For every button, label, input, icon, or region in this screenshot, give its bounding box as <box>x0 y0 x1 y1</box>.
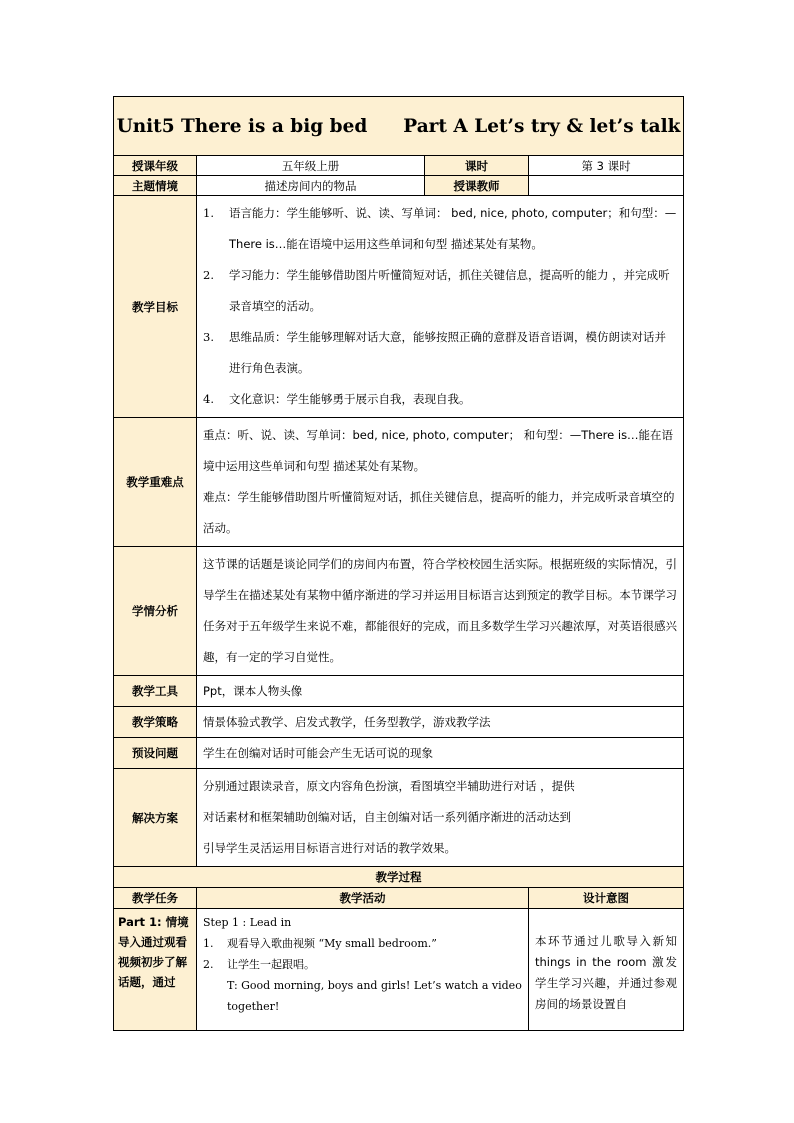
solution-line: 对话素材和框架辅助创编对话，自主创编对话一系列循序渐进的活动达到 <box>203 810 571 824</box>
objective-item: 3. 思维品质：学生能够理解对话大意，能够按照正确的意群及语音语调，模仿朗读对话并进行角色表演。 <box>203 330 666 375</box>
tools-text: Ppt，课本人物头像 <box>197 676 684 707</box>
col-intent: 设计意图 <box>529 888 684 909</box>
problems-text: 学生在创编对话时可能会产生无话可说的现象 <box>197 738 684 769</box>
process-title: 教学过程 <box>114 867 684 888</box>
objective-item: 4. 文化意识：学生能够勇于展示自我，表现自我。 <box>203 392 471 406</box>
theme-label: 主题情境 <box>114 176 197 196</box>
tools-label: 教学工具 <box>114 676 197 707</box>
col-task: 教学任务 <box>114 888 197 909</box>
objective-item: 1. 语言能力：学生能够听、说、读、写单词： bed, nice, photo, computer；和句型：—There is…能在语境中运用这些单词和句型 描述某处有某物。 <box>203 206 677 251</box>
objectives-label: 教学目标 <box>114 196 197 418</box>
problems-label: 预设问题 <box>114 738 197 769</box>
title-unit: Unit5 There is a big bed <box>116 115 368 137</box>
part1-activity <box>197 909 529 1031</box>
objective-item: 2. 学习能力：学生能够借助图片听懂简短对话，抓住关键信息，提高听的能力 ，并完成听录音填空的活动。 <box>203 268 670 313</box>
teacher-dialog: T: Good morning, boys and girls! Let’s watch a video together! <box>227 979 522 1013</box>
key-difficulty: 难点：学生能够借助图片听懂简短对话，抓住关键信息，提高听的能力，并完成听录音填空的活动。 <box>203 490 675 535</box>
part1-intent: 本环节通过儿歌导入新知 things in the room 激发学生学习兴趣，并通过参观房间的场景设置自 <box>529 909 684 1031</box>
period-value: 第 3 课时 <box>529 156 684 176</box>
step-list <box>203 933 522 975</box>
key-focus: 重点：听、说、读、写单词：bed, nice, photo, computer； 和句型：—There is…能在语境中运用这些单词和句型 描述某处有某物。 <box>203 428 674 473</box>
solution-line: 引导学生灵活运用目标语言进行对话的教学效果。 <box>203 841 456 855</box>
solution-line: 分别通过跟读录音，原文内容角色扮演，看图填空半辅助进行对话 ，提供 <box>203 779 575 793</box>
objectives-content <box>197 196 684 418</box>
part1-task: Part 1: 情境导入通过观看视频初步了解话题，通过 <box>114 909 197 1031</box>
step-item: 2. 让学生一起跟唱。 <box>203 958 315 971</box>
key-points-label: 教学重难点 <box>114 418 197 547</box>
step-item: 1. 观看导入歌曲视频 “My small bedroom.” <box>203 937 437 950</box>
solutions-label: 解决方案 <box>114 769 197 867</box>
teacher-value <box>529 176 684 196</box>
period-label: 课时 <box>425 156 529 176</box>
col-activity: 教学活动 <box>197 888 529 909</box>
key-points-content <box>197 418 684 547</box>
theme-value: 描述房间内的物品 <box>197 176 425 196</box>
objectives-list <box>203 198 677 415</box>
lesson-plan-table <box>113 96 684 1031</box>
title-part: Part A Let’s try & let’s talk <box>403 115 681 137</box>
teacher-label: 授课教师 <box>425 176 529 196</box>
document-title <box>114 97 684 156</box>
grade-value: 五年级上册 <box>197 156 425 176</box>
analysis-label: 学情分析 <box>114 547 197 676</box>
strategy-label: 教学策略 <box>114 707 197 738</box>
grade-label: 授课年级 <box>114 156 197 176</box>
solutions-content <box>197 769 684 867</box>
strategy-text: 情景体验式教学、启发式教学，任务型教学，游戏教学法 <box>197 707 684 738</box>
step-title: Step 1 : Lead in <box>203 916 292 929</box>
analysis-text: 这节课的话题是谈论同学们的房间内布置，符合学校校园生活实际。根据班级的实际情况，引导学生在描述某处有某物中循序渐进的学习并运用目标语言达到预定的教学目标。本节课学习任务对于五年级学生来说不难，都能很好的完成，而且多数学生学习兴趣浓厚，对英语很感兴趣，有一定的学习自觉性。 <box>197 547 684 676</box>
